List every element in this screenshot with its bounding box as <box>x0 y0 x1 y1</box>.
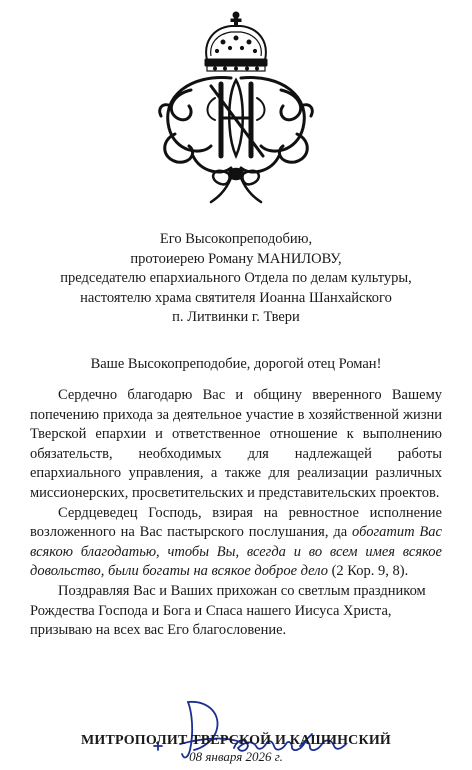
crown-monogram-emblem <box>131 6 341 206</box>
address-line: настоятелю храма святителя Иоанна Шанхайского <box>80 289 392 306</box>
signer-title: МИТРОПОЛИТ ТВЕРСКОЙ И КАШИНСКИЙ <box>80 733 392 748</box>
paragraph: Поздравляя Вас и Ваших прихожан со светлым праздником Рождества Господа и Бога и Спаса нашего Иисуса Христа, призываю на всех вас Его благословение. <box>30 582 426 639</box>
letter-date: 08 января 2026 г. <box>189 749 283 764</box>
greeting: Ваше Высокопреподобие, дорогой отец Роман! <box>90 356 382 372</box>
scripture-quote: обогатит Вас всякою благодатью, чтобы Вы, всегда и во всем имея всякое довольство, были богаты на всякое доброе дело <box>30 524 442 580</box>
bow-ornament <box>211 169 261 202</box>
letter-body <box>30 386 442 641</box>
address-line: председателю епархиального Отдела по делам культуры, <box>60 270 412 286</box>
paragraph <box>30 504 442 582</box>
paragraph-text: Сердцеведец Господь, взирая на ревностное исполнение возложенного на Вас пастырского послушания, да <box>30 504 442 541</box>
paragraph: Сердечно благодарю Вас и общину вверенного Вашему попечению прихода за деятельное участие в хозяйственной жизни Тверской епархии и ответственное отношение к выполнению обязательств, необходимых для надлежащей работы епархиального управления, а также для реализации различных миссионерских, просветительских и представительских проектов. <box>30 387 442 501</box>
monogram-letters <box>208 80 265 156</box>
recipient-address <box>0 230 472 328</box>
address-line: п. Литвинки г. Твери <box>172 309 300 325</box>
scripture-reference: (2 Кор. 9, 8). <box>327 563 409 580</box>
address-line: протоиерею Роману МАНИЛОВУ, <box>130 250 342 267</box>
crown-icon <box>205 12 267 71</box>
address-line: Его Высокопреподобию, <box>159 231 313 247</box>
